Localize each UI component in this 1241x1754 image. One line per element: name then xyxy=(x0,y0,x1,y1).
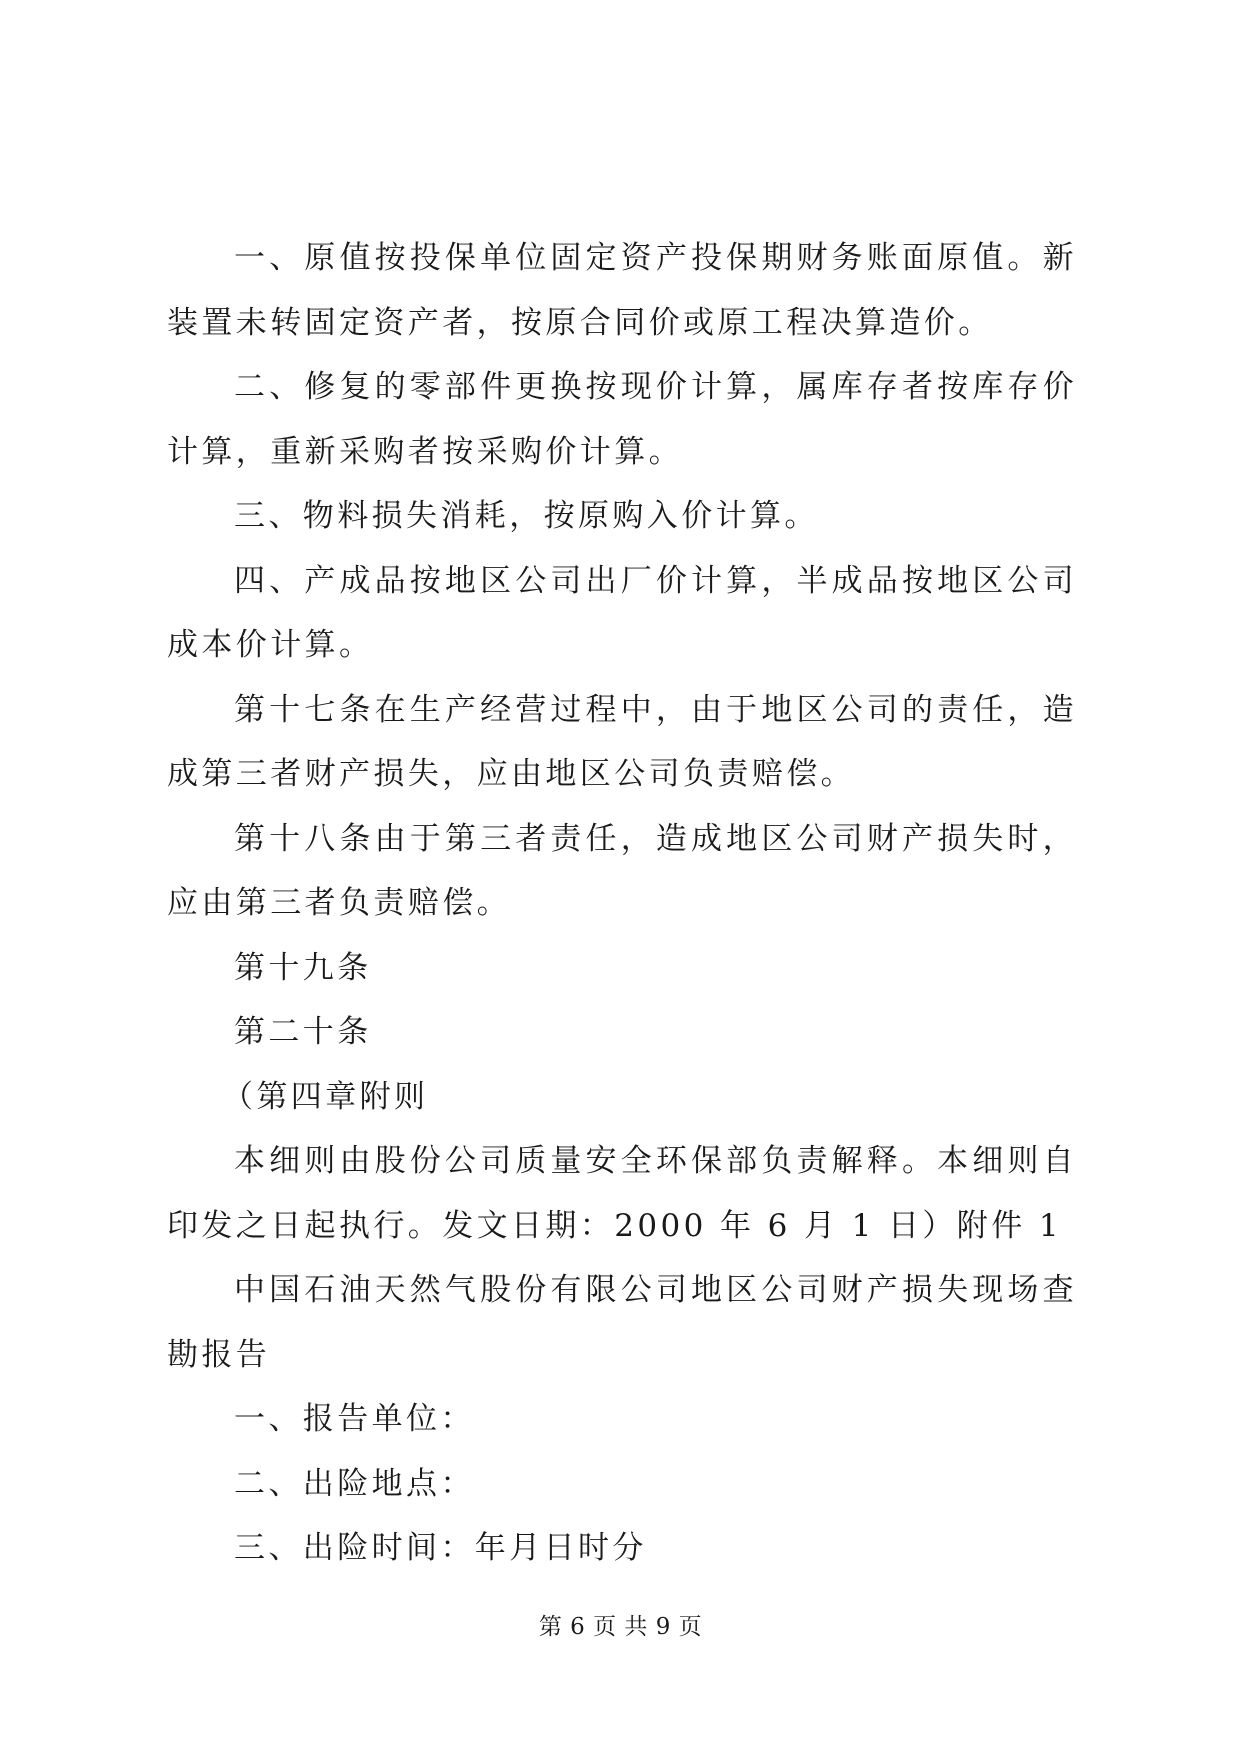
paragraph-repair-parts: 二、修复的零部件更换按现价计算，属库存者按库存价计算，重新采购者按采购价计算。 xyxy=(167,369,1077,470)
paragraph-incident-location: 二、出险地点： xyxy=(234,1465,475,1502)
paragraph-chapter-4-heading: （第四章附则 xyxy=(222,1078,429,1115)
paragraph-report-title: 中国石油天然气股份有限公司地区公司财产损失现场查勘报告 xyxy=(167,1272,1077,1373)
paragraph-interpretation: 本细则由股份公司质量安全环保部负责解释。本细则自印发之日起执行。发文日期：2000 年 6 月 1 日）附件 1 xyxy=(167,1143,1077,1244)
paragraph-original-value: 一、原值按投保单位固定资产投保期财务账面原值。新装置未转固定资产者，按原合同价或原工程决算造价。 xyxy=(167,240,1077,341)
paragraph-finished-products: 四、产成品按地区公司出厂价计算，半成品按地区公司成本价计算。 xyxy=(167,562,1077,663)
paragraph-article-18: 第十八条由于第三者责任，造成地区公司财产损失时，应由第三者负责赔偿。 xyxy=(167,820,1077,921)
document-body xyxy=(167,226,1077,1581)
paragraph-article-20: 第二十条 xyxy=(234,1014,372,1050)
paragraph-article-19: 第十九条 xyxy=(234,949,372,986)
paragraph-material-loss: 三、物料损失消耗，按原购入价计算。 xyxy=(234,498,819,534)
page-number-footer: 第 6 页 共 9 页 xyxy=(538,1614,703,1640)
paragraph-report-unit: 一、报告单位： xyxy=(234,1401,475,1437)
paragraph-incident-time: 三、出险时间：年月日时分 xyxy=(234,1530,647,1566)
paragraph-article-17: 第十七条在生产经营过程中，由于地区公司的责任，造成第三者财产损失，应由地区公司负责赔偿。 xyxy=(167,691,1077,792)
